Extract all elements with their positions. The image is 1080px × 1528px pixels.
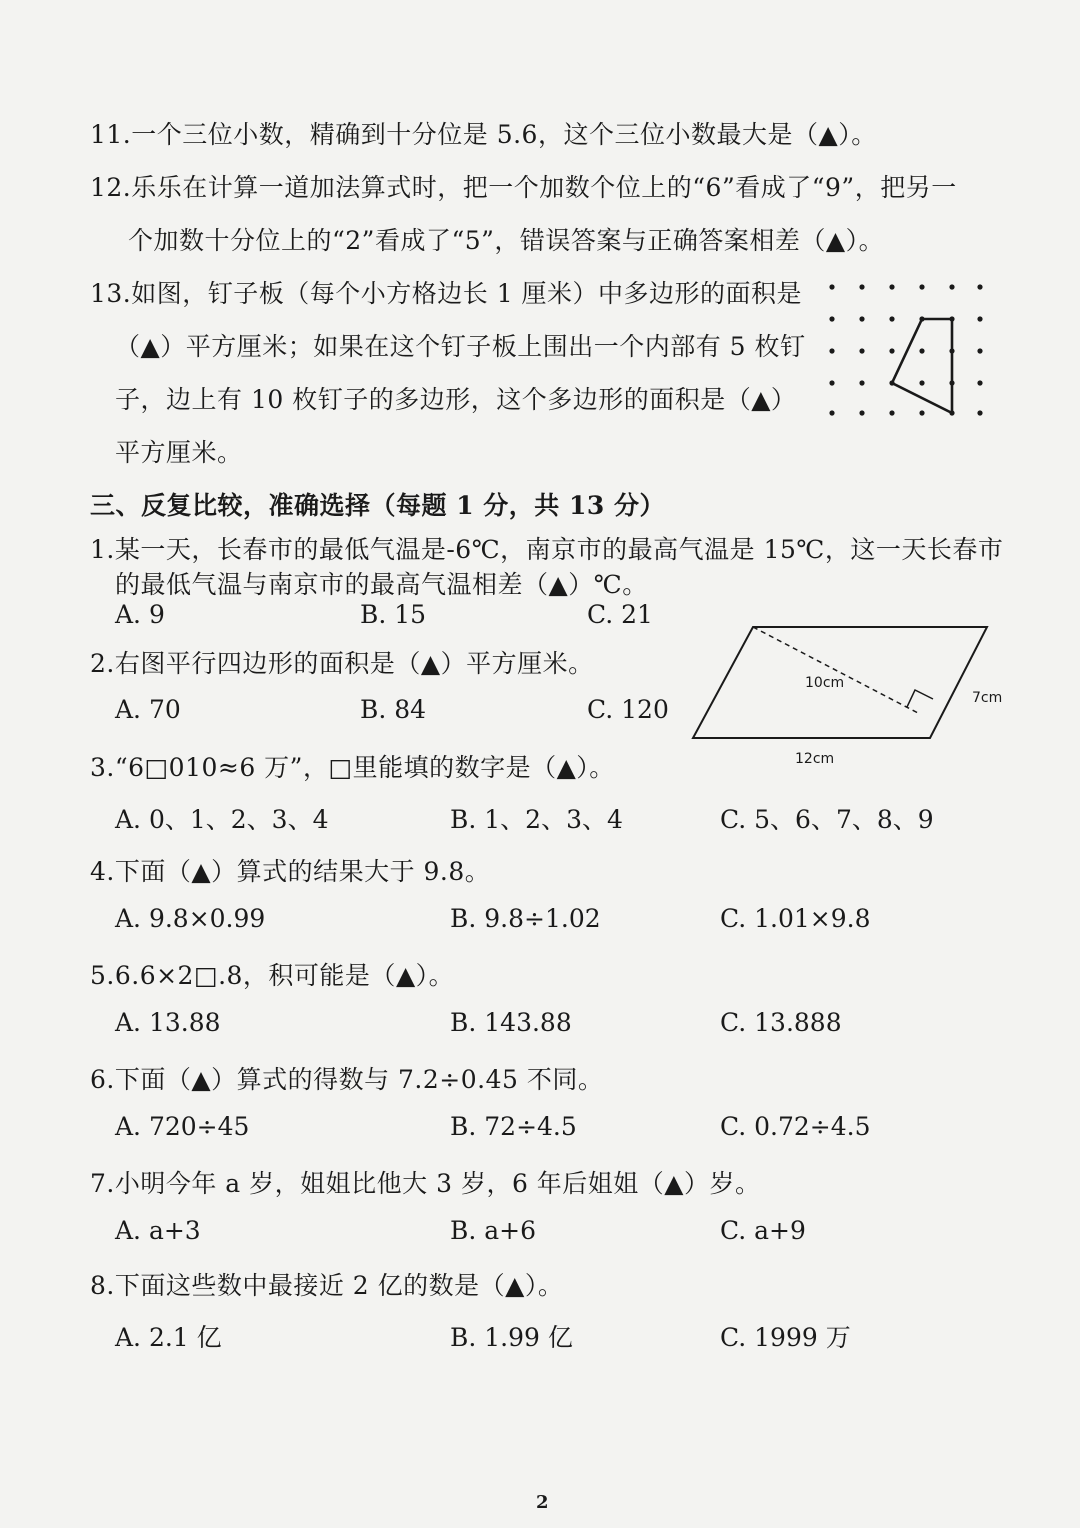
label-12cm: 12cm bbox=[795, 751, 835, 767]
mc-question-1-line2: 的最低气温与南京市的最高气温相差（▲）℃。 bbox=[115, 570, 648, 599]
question-12-line1: 12.乐乐在计算一道加法算式时，把一个加数个位上的“6”看成了“9”，把另一 bbox=[90, 173, 957, 202]
mc-question-3-option-b: B. 1、2、3、4 bbox=[450, 805, 623, 834]
mc-question-3: 3.“6□010≈6 万”，□里能填的数字是（▲）。 bbox=[90, 753, 615, 782]
mc-question-2-option-b: B. 84 bbox=[360, 695, 427, 724]
mc-question-3-option-c: C. 5、6、7、8、9 bbox=[720, 805, 934, 834]
mc-question-7-option-c: C. a+9 bbox=[720, 1216, 806, 1245]
label-7cm: 7cm bbox=[972, 690, 1003, 706]
mc-question-6-option-b: B. 72÷4.5 bbox=[450, 1112, 577, 1141]
mc-question-1-option-b: B. 15 bbox=[360, 600, 427, 629]
page-number: 2 bbox=[536, 1492, 549, 1513]
question-13-line1: 13.如图，钉子板（每个小方格边长 1 厘米）中多边形的面积是 bbox=[90, 279, 803, 308]
mc-question-8: 8.下面这些数中最接近 2 亿的数是（▲）。 bbox=[90, 1271, 564, 1300]
mc-question-4: 4.下面（▲）算式的结果大于 9.8。 bbox=[90, 857, 491, 886]
mc-question-5-option-a: A. 13.88 bbox=[115, 1008, 221, 1037]
mc-question-1-option-a: A. 9 bbox=[115, 600, 165, 629]
question-13-line4: 平方厘米。 bbox=[115, 438, 243, 467]
mc-question-2-option-c: C. 120 bbox=[587, 695, 669, 724]
question-13-line2: （▲）平方厘米；如果在这个钉子板上围出一个内部有 5 枚钉 bbox=[115, 332, 806, 361]
mc-question-8-option-a: A. 2.1 亿 bbox=[115, 1323, 222, 1352]
mc-question-5-option-b: B. 143.88 bbox=[450, 1008, 572, 1037]
question-11: 11.一个三位小数，精确到十分位是 5.6，这个三位小数最大是（▲）。 bbox=[90, 120, 877, 149]
geoboard-figure bbox=[820, 275, 995, 425]
mc-question-7: 7.小明今年 a 岁，姐姐比他大 3 岁，6 年后姐姐（▲）岁。 bbox=[90, 1169, 761, 1198]
mc-question-7-option-a: A. a+3 bbox=[115, 1216, 201, 1245]
mc-question-4-option-b: B. 9.8÷1.02 bbox=[450, 904, 601, 933]
height-dashed-line bbox=[753, 627, 918, 713]
mc-question-5-option-c: C. 13.888 bbox=[720, 1008, 842, 1037]
right-angle-mark bbox=[907, 690, 933, 707]
mc-question-8-option-b: B. 1.99 亿 bbox=[450, 1323, 573, 1352]
parallelogram-figure bbox=[685, 615, 1005, 775]
mc-question-2-option-a: A. 70 bbox=[115, 695, 181, 724]
mc-question-2: 2.右图平行四边形的面积是（▲）平方厘米。 bbox=[90, 649, 594, 678]
mc-question-6-option-c: C. 0.72÷4.5 bbox=[720, 1112, 871, 1141]
mc-question-3-option-a: A. 0、1、2、3、4 bbox=[115, 805, 329, 834]
mc-question-1-option-c: C. 21 bbox=[587, 600, 653, 629]
mc-question-7-option-b: B. a+6 bbox=[450, 1216, 537, 1245]
geoboard-pegs bbox=[829, 284, 982, 415]
question-12-line2: 个加数十分位上的“2”看成了“5”，错误答案与正确答案相差（▲）。 bbox=[128, 226, 885, 255]
mc-question-4-option-c: C. 1.01×9.8 bbox=[720, 904, 871, 933]
mc-question-8-option-c: C. 1999 万 bbox=[720, 1323, 851, 1352]
mc-question-6: 6.下面（▲）算式的得数与 7.2÷0.45 不同。 bbox=[90, 1065, 604, 1094]
mc-question-6-option-a: A. 720÷45 bbox=[115, 1112, 250, 1141]
geoboard-polygon bbox=[892, 319, 952, 413]
mc-question-5: 5.6.6×2□.8，积可能是（▲）。 bbox=[90, 961, 455, 990]
label-10cm: 10cm bbox=[805, 675, 845, 691]
question-13-line3: 子，边上有 10 枚钉子的多边形，这个多边形的面积是（▲） bbox=[115, 385, 797, 414]
section-3-heading: 三、反复比较，准确选择（每题 1 分，共 13 分） bbox=[90, 491, 666, 520]
mc-question-1-line1: 1.某一天，长春市的最低气温是-6℃，南京市的最高气温是 15℃，这一天长春市 bbox=[90, 535, 1004, 564]
mc-question-4-option-a: A. 9.8×0.99 bbox=[115, 904, 266, 933]
